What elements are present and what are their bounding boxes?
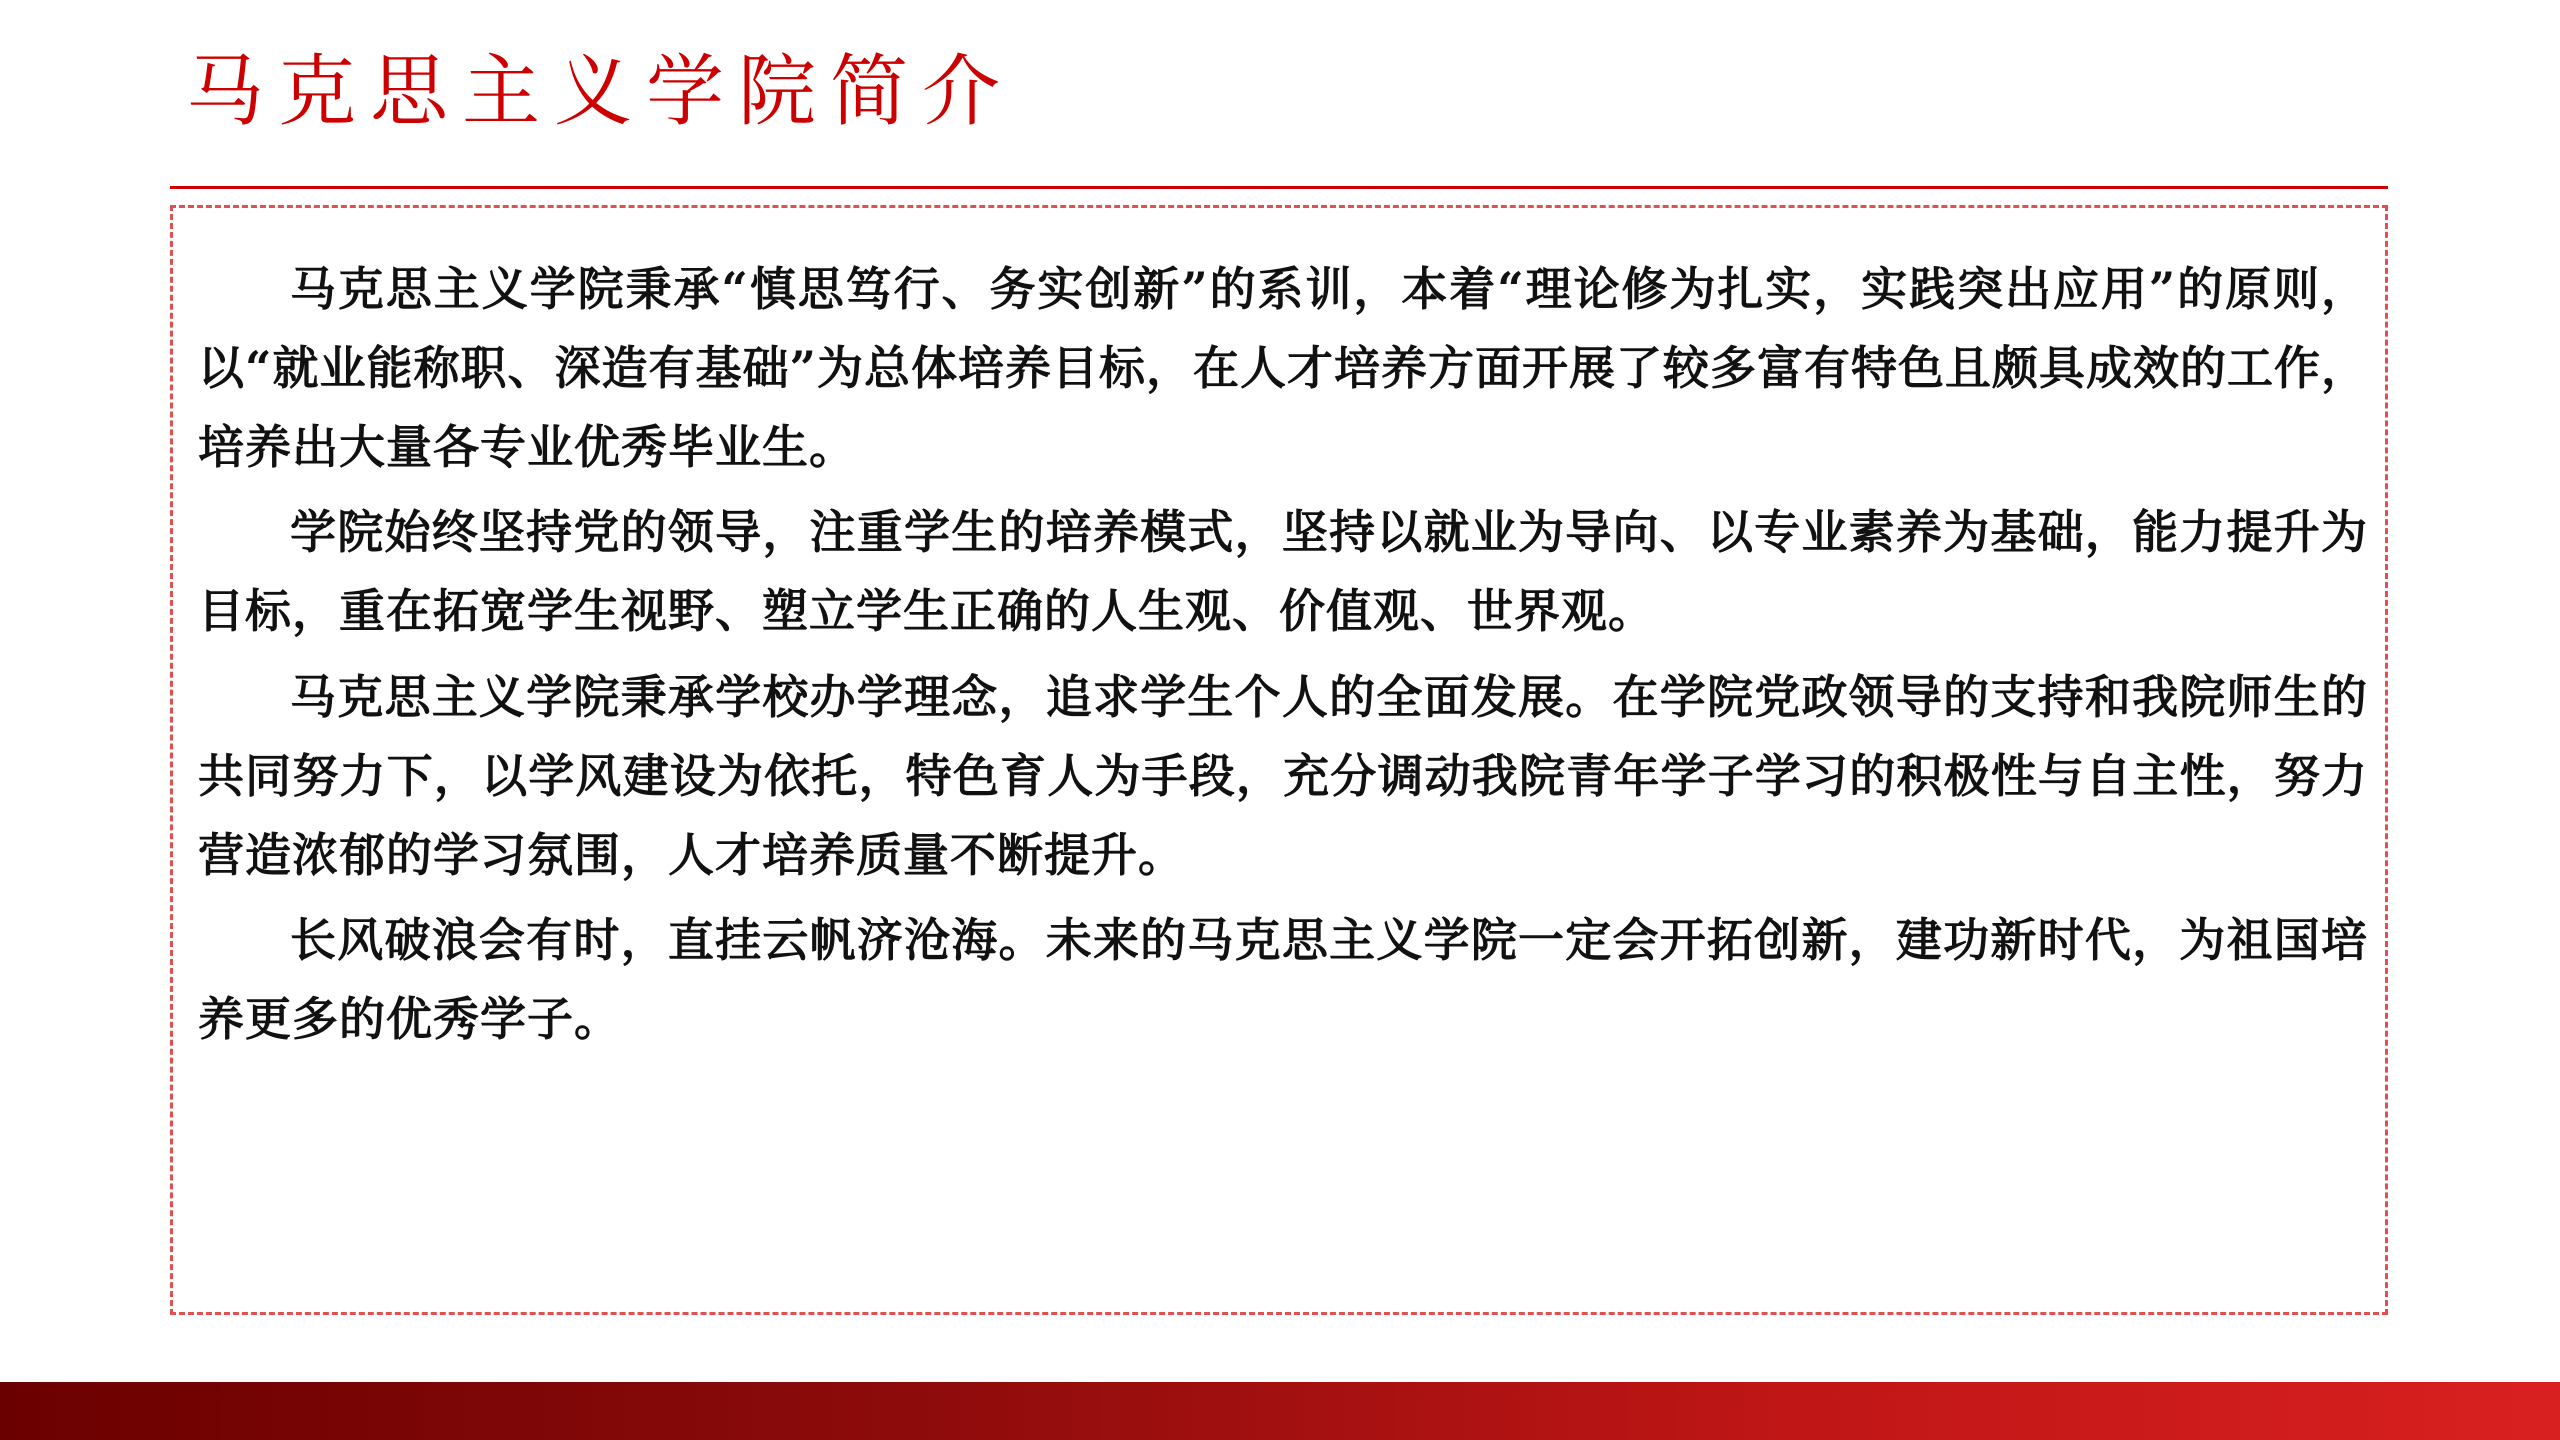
page-title: 马克思主义学院简介 bbox=[186, 47, 1015, 137]
body-text bbox=[198, 250, 2368, 1065]
paragraph-2: 学院始终坚持党的领导，注重学生的培养模式，坚持以就业为导向、以专业素养为基础，能力提升为目标，重在拓宽学生视野、塑立学生正确的人生观、价值观、世界观。 bbox=[198, 505, 2368, 639]
paragraph-1: 马克思主义学院秉承“慎思笃行、务实创新”的系训，本着“理论修为扎实，实践突出应用”的原则，以“就业能称职、深造有基础”为总体培养目标，在人才培养方面开展了较多富有特色且颇具成效的工作，培养出大量各专业优秀毕业生。 bbox=[198, 262, 2368, 475]
title-divider bbox=[170, 186, 2388, 189]
paragraph-4: 长风破浪会有时，直挂云帆济沧海。未来的马克思主义学院一定会开拓创新，建功新时代，为祖国培养更多的优秀学子。 bbox=[198, 912, 2368, 1046]
footer-accent-bar bbox=[0, 1382, 2560, 1440]
paragraph-3: 马克思主义学院秉承学校办学理念，追求学生个人的全面发展。在学院党政领导的支持和我院师生的共同努力下，以学风建设为依托，特色育人为手段，充分调动我院青年学子学习的积极性与自主性，努力营造浓郁的学习氛围，人才培养质量不断提升。 bbox=[198, 669, 2368, 882]
